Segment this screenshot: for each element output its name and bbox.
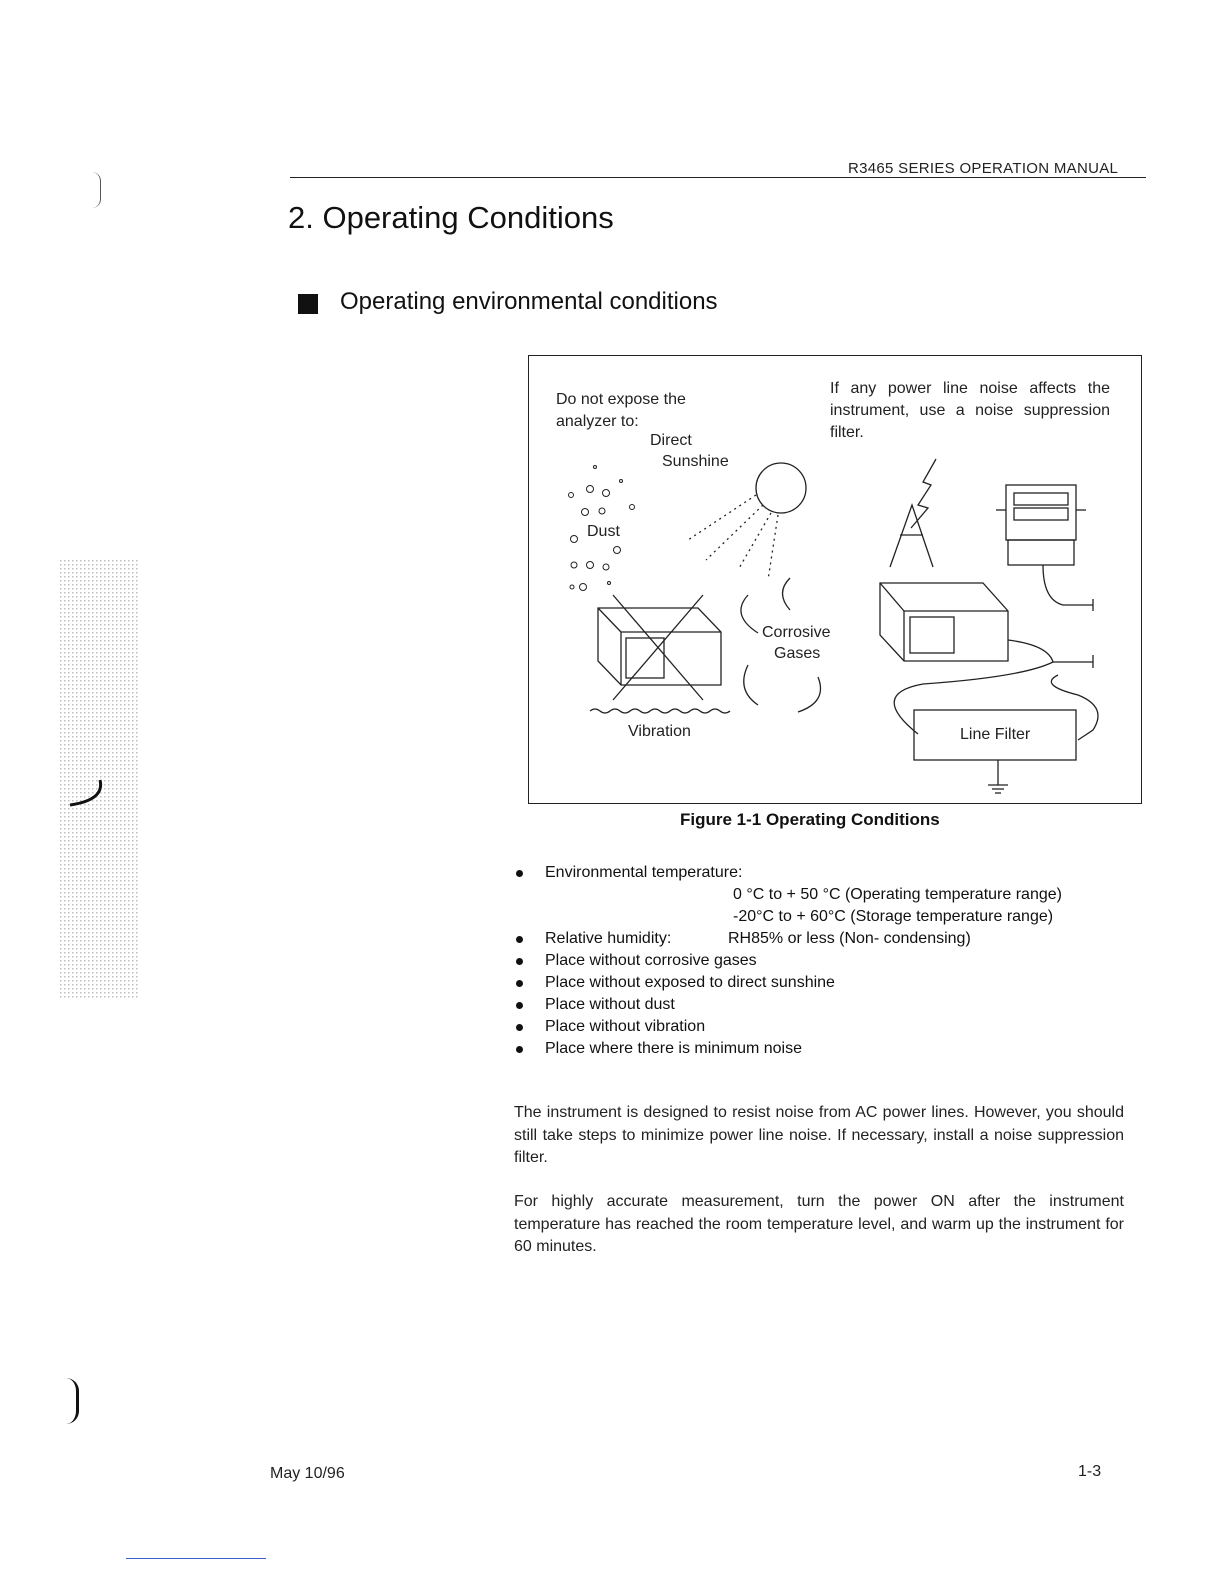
bullet-icon <box>516 936 523 943</box>
paragraph-warmup: For highly accurate measurement, turn the power ON after the instrument temperature has reached the room temperature level, and warm up the instrument for 60 minutes. <box>514 1193 1124 1255</box>
ground-icon <box>988 760 1008 793</box>
label-corrosive: Corrosive <box>762 624 831 641</box>
header-rule <box>290 177 1146 178</box>
figure-right-note: If any power line noise affects the instrument, use a noise suppression filter. <box>830 380 1110 441</box>
noise-filter-unit-icon <box>996 485 1093 611</box>
bullet-icon <box>516 1046 523 1053</box>
list-item <box>512 972 1132 994</box>
sun-icon <box>756 463 806 513</box>
list-item <box>512 994 1132 1016</box>
scan-mark <box>92 172 101 208</box>
analyzer-icon <box>880 583 1008 661</box>
list-item <box>512 1038 1132 1060</box>
bullet-icon <box>516 870 523 877</box>
vibration-wave-icon <box>590 709 730 713</box>
figure-left-note: Do not expose the analyzer to: <box>556 391 686 430</box>
analyzer-crossed-out-icon <box>598 595 721 700</box>
env-temp-storage: -20°C to + 60°C (Storage temperature range) <box>733 908 1054 925</box>
scan-margin-artifacts <box>40 540 150 1020</box>
condition-text: Place where there is minimum noise <box>545 1040 802 1057</box>
env-temp-label: Environmental temperature: <box>545 864 743 881</box>
bullet-icon <box>516 980 523 987</box>
conditions-list <box>512 862 1132 1060</box>
sun-rays-icon <box>688 495 778 580</box>
list-item <box>512 928 1132 950</box>
footer-date: May 10/96 <box>270 1465 345 1482</box>
condition-text: Place without exposed to direct sunshine <box>545 974 835 991</box>
page-number: 1-3 <box>1078 1463 1102 1480</box>
condition-text: Place without dust <box>545 996 675 1013</box>
env-temp-operating: 0 °C to + 50 °C (Operating temperature range) <box>733 886 1062 903</box>
bullet-icon <box>516 1002 523 1009</box>
humidity-value: RH85% or less (Non- condensing) <box>728 930 971 947</box>
label-dust: Dust <box>587 523 620 540</box>
label-direct: Direct <box>650 432 692 449</box>
power-cable-icon <box>894 640 1098 740</box>
list-item <box>512 950 1132 972</box>
running-header: R3465 SERIES OPERATION MANUAL <box>848 160 1119 177</box>
label-line-filter: Line Filter <box>960 726 1031 743</box>
list-item <box>512 862 1132 928</box>
label-vibration: Vibration <box>628 723 691 740</box>
section-title: Operating environmental conditions <box>340 288 718 315</box>
figure-caption: Figure 1-1 Operating Conditions <box>680 810 940 829</box>
label-sunshine: Sunshine <box>662 453 729 470</box>
chapter-title: 2. Operating Conditions <box>288 200 614 235</box>
list-item <box>512 1016 1132 1038</box>
humidity-label: Relative humidity: <box>545 930 672 947</box>
square-bullet-icon <box>298 294 318 314</box>
lightning-icon <box>890 459 936 567</box>
bottom-edge-line <box>126 1558 266 1559</box>
bullet-icon <box>516 958 523 965</box>
paragraph-noise: The instrument is designed to resist noise from AC power lines. However, you should still take steps to minimize power line noise. If necessary, install a noise suppression filter. <box>514 1104 1124 1166</box>
condition-text: Place without corrosive gases <box>545 952 757 969</box>
condition-text: Place without vibration <box>545 1018 706 1035</box>
label-gases: Gases <box>774 645 821 662</box>
scan-mark <box>66 1378 79 1424</box>
bullet-icon <box>516 1024 523 1031</box>
